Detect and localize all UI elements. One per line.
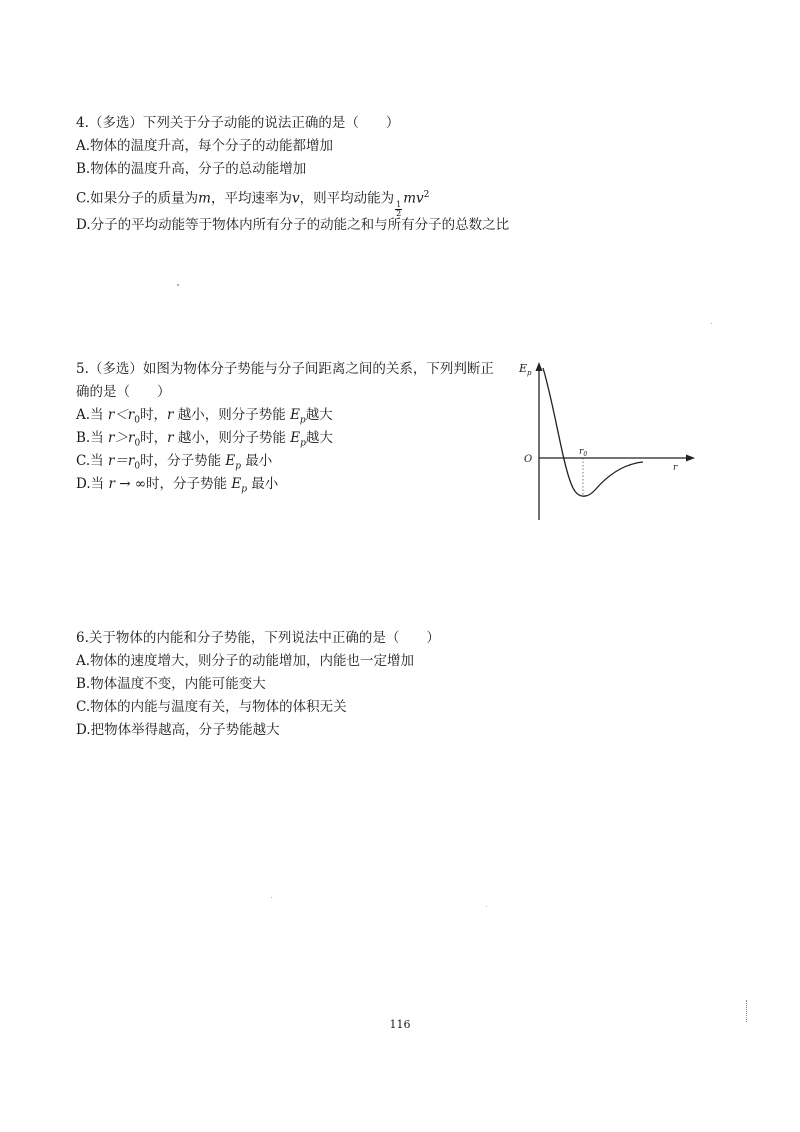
q5-d-t2: 时，分子势能	[146, 476, 232, 492]
q5-option-d	[76, 473, 494, 496]
q4-c-var-m: m	[198, 190, 211, 207]
q5-a-t2: 时，	[140, 407, 167, 423]
q5-a-t1: A.当	[76, 407, 108, 423]
question-5	[76, 358, 494, 496]
q5-a-t3: 越小，则分子势能	[173, 407, 291, 423]
q6-stem: 6.关于物体的内能和分子势能，下列说法中正确的是（ ）	[76, 630, 440, 646]
q5-a-cond: r＜r	[107, 407, 135, 423]
y-axis-label: $E_p$	[519, 362, 532, 377]
q4-c-text-2: ，平均速率为	[210, 190, 292, 207]
q5-a-e: E	[290, 407, 300, 423]
q4-c-frac-num: 1	[396, 199, 402, 209]
q4-option-c	[76, 184, 509, 218]
page-number: 116	[389, 1018, 411, 1031]
q4-option-b: B.物体的温度升高，分子的总动能增加	[76, 161, 307, 177]
q5-b-r: r	[167, 430, 174, 446]
q5-option-a	[76, 404, 494, 427]
q5-b-esub: p	[300, 438, 306, 449]
x-axis-arrow	[686, 455, 695, 462]
scan-speck	[177, 284, 179, 286]
q5-d-arrow: → ∞	[114, 476, 147, 492]
q4-option-d: D.分子的平均动能等于物体内所有分子的动能之和与所有分子的总数之比	[76, 217, 510, 233]
q4-c-text-3: ，则平均动能为	[299, 190, 395, 207]
question-6	[76, 627, 440, 742]
q5-c-sub: 0	[134, 461, 141, 472]
scan-speck	[271, 897, 272, 898]
q6-option-d: D.把物体举得越高，分子势能越大	[76, 722, 280, 738]
q5-c-e: E	[225, 453, 236, 469]
q5-d-t1: D.当	[76, 476, 109, 492]
q4-option-a: A.物体的温度升高，每个分子的动能都增加	[76, 138, 334, 154]
q5-a-t4: 越大	[305, 407, 333, 423]
q4-c-var-v: v	[291, 190, 300, 207]
q4-stem: 4.（多选）下列关于分子动能的说法正确的是（ ）	[76, 115, 400, 131]
q5-d-t3: 最小	[246, 476, 279, 492]
q5-c-cond: r＝r	[107, 453, 135, 469]
x-axis-label: r	[673, 463, 678, 473]
potential-energy-curve	[543, 368, 643, 496]
potential-energy-graph	[515, 358, 705, 526]
q6-option-a: A.物体的速度增大，则分子的动能增加，内能也一定增加	[76, 653, 415, 669]
q5-b-e: E	[290, 430, 301, 446]
q6-option-b: B.物体温度不变，内能可能变大	[76, 676, 266, 692]
q5-b-cond: r＞r	[108, 430, 135, 446]
r0-label: $r_0$	[579, 447, 588, 458]
q5-b-t2: 时，	[140, 430, 168, 446]
scan-speck	[486, 906, 487, 907]
q5-c-t3: 最小	[241, 453, 273, 469]
q4-c-frac-den: 2	[396, 208, 402, 218]
q5-a-sub: 0	[134, 415, 140, 426]
q5-stem-line-2: 确的是（ ）	[76, 384, 171, 400]
q5-c-t1: C.当	[76, 453, 108, 469]
q5-a-r: r	[167, 407, 174, 423]
question-4	[76, 112, 509, 237]
q5-stem-line-1: 5.（多选）如图为物体分子势能与分子间距离之间的关系，下列判断正	[76, 361, 494, 377]
q5-b-t4: 越大	[305, 430, 333, 446]
q6-option-c: C.物体的内能与温度有关，与物体的体积无关	[76, 699, 347, 715]
q5-b-t3: 越小，则分子势能	[173, 430, 291, 446]
q5-d-esub: p	[241, 484, 247, 495]
q5-c-esub: p	[235, 461, 242, 472]
scan-speck	[711, 323, 712, 324]
q4-c-exponent: 2	[423, 190, 430, 200]
q5-b-sub: 0	[134, 438, 141, 449]
q5-c-t2: 时，分子势能	[140, 453, 226, 469]
y-axis-arrow	[536, 362, 543, 371]
q5-b-t1: B.当	[76, 430, 109, 446]
q4-c-expr: mv	[403, 190, 424, 207]
q5-d-e: E	[231, 476, 242, 492]
q5-d-cond: r	[108, 476, 115, 492]
q5-a-esub: p	[299, 415, 306, 426]
q4-c-text-1: C.如果分子的质量为	[76, 190, 199, 207]
q5-option-b	[76, 427, 494, 450]
origin-label: O	[524, 454, 533, 465]
q5-option-c	[76, 450, 494, 473]
